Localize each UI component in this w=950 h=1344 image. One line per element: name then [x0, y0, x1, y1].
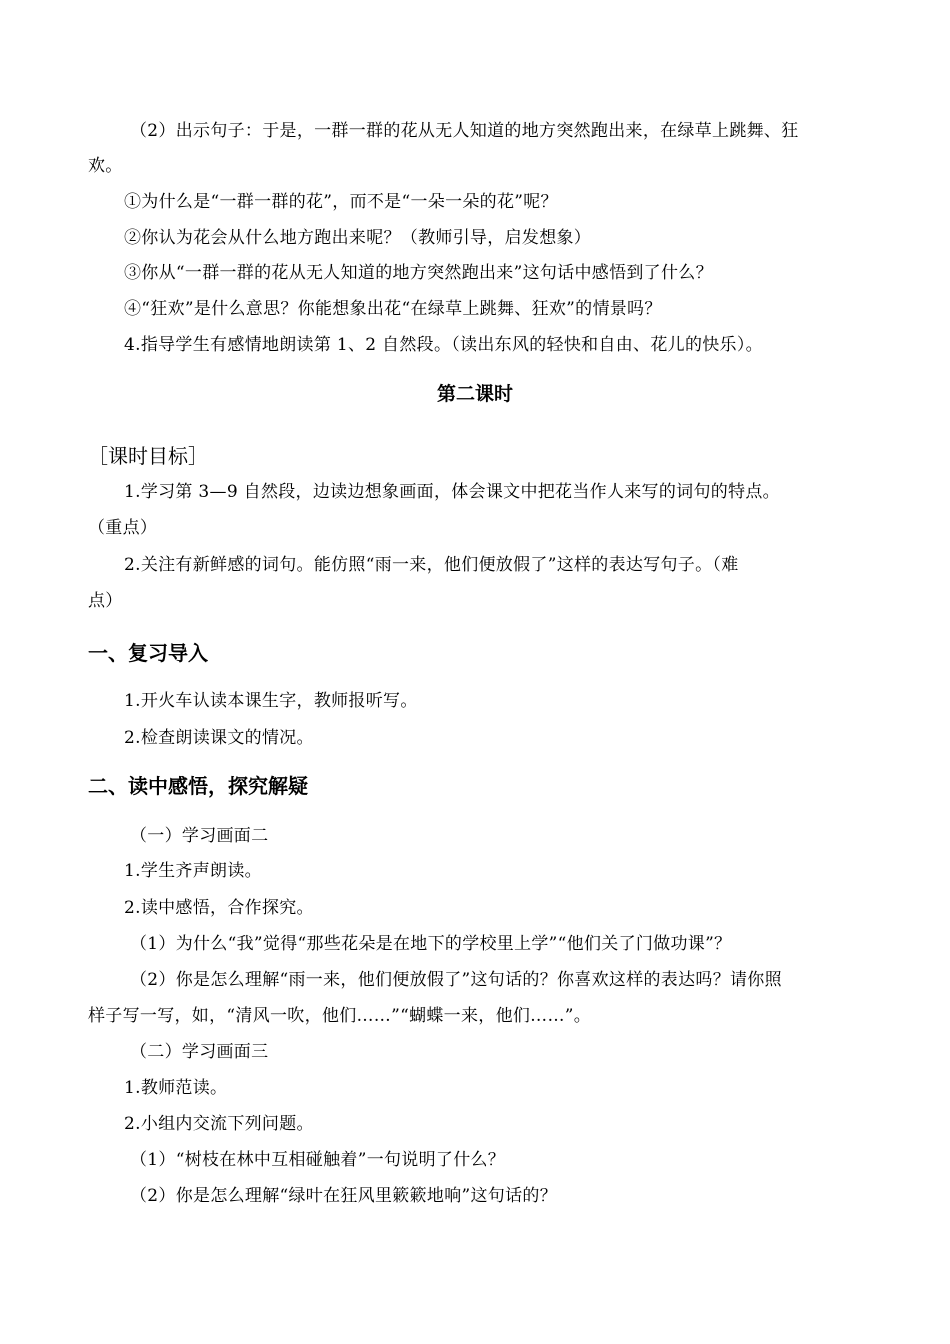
section-line: （二）学习画面三: [130, 1042, 269, 1062]
section-line: （2）你是怎么理解“绿叶在狂风里簌簌地响”这句话的？: [130, 1186, 557, 1206]
section-line: 2.小组内交流下列问题。: [124, 1114, 314, 1134]
paragraph-line: 欢。: [88, 156, 123, 176]
section-line: （1）为什么“我”觉得“那些花朵是在地下的学校里上学”“他们关了门做功课”？: [130, 934, 732, 954]
goal-line: 点）: [88, 591, 123, 611]
section-line: 样子写一写，如，“清风一吹，他们……”“蝴蝶一来，他们……”。: [88, 1006, 592, 1026]
section-line: （一）学习画面二: [130, 826, 269, 846]
paragraph-line: ②你认为花会从什么地方跑出来呢？（教师引导，启发想象）: [124, 228, 592, 248]
goals-heading: ［课时目标］: [88, 444, 208, 468]
section-line: （2）你是怎么理解“雨一来，他们便放假了”这句话的？你喜欢这样的表达吗？请你照: [130, 970, 782, 990]
goal-line: 1.学习第 3—9 自然段，边读边想象画面，体会课文中把花当作人来写的词句的特点。: [124, 482, 780, 502]
section-line: 1.教师范读。: [124, 1078, 228, 1098]
goal-line: 2.关注有新鲜感的词句。能仿照“雨一来，他们便放假了”这样的表达写句子。（难: [124, 555, 739, 575]
section-line: 1.开火车认读本课生字，教师报听写。: [124, 691, 418, 711]
goal-line: （重点）: [88, 518, 158, 538]
paragraph-line: 4.指导学生有感情地朗读第 1、2 自然段。（读出东风的轻快和自由、花儿的快乐）。: [124, 335, 763, 355]
section-heading: 二、读中感悟，探究解疑: [88, 774, 308, 798]
paragraph-line: ①为什么是“一群一群的花”，而不是“一朵一朵的花”呢？: [124, 192, 558, 212]
paragraph-line: （2）出示句子：于是，一群一群的花从无人知道的地方突然跑出来，在绿草上跳舞、狂: [130, 121, 799, 141]
lesson-title: 第二课时: [436, 383, 513, 405]
section-line: 2.检查朗读课文的情况。: [124, 728, 314, 748]
section-line: 1.学生齐声朗读。: [124, 861, 262, 881]
section-heading: 一、复习导入: [88, 641, 208, 665]
paragraph-line: ③你从“一群一群的花从无人知道的地方突然跑出来”这句话中感悟到了什么？: [124, 263, 713, 283]
section-line: （1）“树枝在林中互相碰触着”一句说明了什么？: [130, 1150, 506, 1170]
section-line: 2.读中感悟，合作探究。: [124, 898, 314, 918]
paragraph-line: ④“狂欢”是什么意思？你能想象出花“在绿草上跳舞、狂欢”的情景吗？: [124, 299, 662, 319]
